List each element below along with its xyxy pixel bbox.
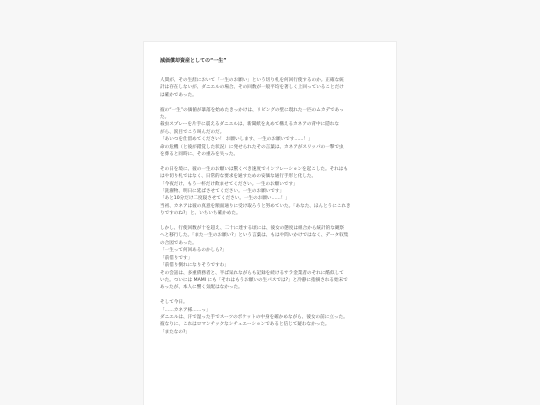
paragraph — [160, 77, 381, 99]
text-line: 「洗濯物、明日に延ばさせてください。一生のお願いです」 — [160, 189, 285, 195]
text-line: は確かであった。 — [160, 92, 197, 98]
text-line: ダニエルは、汗で湿った手でスーツのポケットの中身を確かめながら、彼女の前に立った。 — [160, 314, 348, 320]
text-line: 「あと10分だけ二度寝させてください。一生のお願い……！」 — [160, 196, 290, 202]
text-line: しかし、行使回数が十を超え、二十に達する頃には、彼女の態度は組合から統計的な観察 — [160, 226, 345, 232]
text-line: 「あいつを仕留めてください！ お願いします、一生のお願いです……！」 — [160, 137, 313, 143]
text-line: 「……カネア様……っ」 — [160, 307, 211, 313]
paragraph — [160, 107, 381, 159]
article-card — [143, 41, 397, 405]
text-line: 人間が、その生涯において「一生のお願い」という切り札を何回行使するのか。正確な統 — [160, 78, 344, 83]
text-line: を葬ると同時に、その重みを失った。 — [160, 152, 239, 158]
article-body — [160, 77, 381, 336]
text-line: その会話は、多重債務者と、半ば呆れながらも記録を続けるサラ金業者のそれに酷似して — [160, 270, 344, 276]
text-line: 「今夜だけ、もう一杯だけ飲ませてください。一生のお願いです」 — [160, 181, 298, 187]
paragraph — [160, 166, 381, 218]
text-line: の合図であった。 — [160, 240, 197, 246]
text-line: いた。ついには MAMI にも「それはもうお願いの生パスでは?」と冷静に指摘される始末で — [160, 277, 348, 283]
text-line: そして今日。 — [160, 300, 188, 306]
text-line: 「一生って何回あるのかしら?」 — [160, 248, 227, 254]
text-line: 当初、カネアは彼の真意を額面通りに受け取ろうと努めていた。「あなた、ほんとうにこれき — [160, 203, 351, 209]
text-line: 彼なりに、これはロマンチックなシチュエーションであると信じて疑わなかった。 — [160, 322, 330, 328]
text-line: た。 — [160, 115, 170, 121]
article-title: 減価償却資産としての“一生” — [160, 58, 227, 64]
text-line: 「前借り倒れになりそうですわ」 — [160, 263, 229, 269]
text-line: 殺虫スプレーを片手に震えるダニエルは、新聞紙を丸めて構えるカネアの背中に隠れな — [160, 122, 339, 128]
text-line: 「前借りです」 — [160, 255, 193, 261]
text-line: 「またなの?」 — [160, 329, 191, 335]
text-line: がら、涙目でこう叫んだのだ。 — [160, 129, 225, 135]
text-line: 彼の“一生”の価値が暴落を始めたきっかけは、リビングの壁に現れた一匹のムカデであっ — [160, 107, 344, 113]
text-line: 命の危機（と彼が錯覚した状況）に発せられたその言葉は、カネアがスリッパの一撃で虫 — [160, 144, 344, 150]
text-line: 計は存在しないが、ダニエルの場合、その回数が一般平均を著しく上回っていることだけ — [160, 85, 344, 91]
paragraph — [160, 299, 381, 336]
text-line: へと移行した。「また一生のお願い?」という言葉は、もはや問いかけではなく、データ収集 — [160, 233, 349, 239]
paragraph — [160, 225, 381, 292]
text-line: りですのね?」と、いちいち確かめた。 — [160, 211, 241, 217]
text-line: はや切り札ではなく、日常的な要求を通すための安価な通行手形と化した。 — [160, 174, 317, 180]
text-line: あったが、本人に響く気配はなかった。 — [160, 285, 243, 291]
text-line: その日を境に、彼の一生のお願いは驚くべき速度でインフレーションを起こした。それはも — [160, 166, 348, 172]
